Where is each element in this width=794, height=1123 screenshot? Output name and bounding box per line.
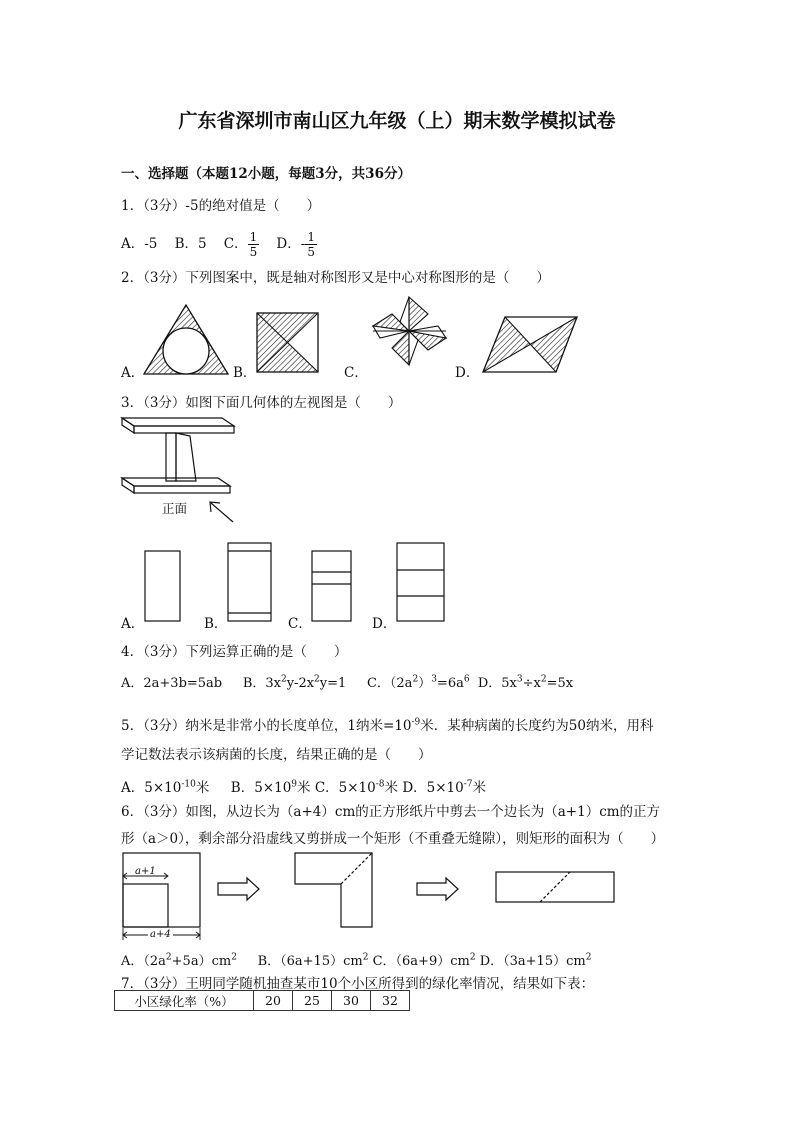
question-5-stem-line1: 5．（3分）纳米是非常小的长度单位，1纳米$=10^{-9}$米．某种病菌的长度约为50纳米，用科 (121, 717, 654, 734)
question-4-stem: 4．（3分）下列运算正确的是（ ） (121, 644, 348, 660)
q6-label-a-plus-4: a+4 (150, 929, 171, 940)
front-view-label: 正面 (162, 501, 188, 516)
q2-figure-c (373, 297, 446, 365)
question-5-stem-line2: 学记数法表示该病菌的长度，结果正确的是（ ） (121, 747, 432, 763)
question-3-stem: 3．（3分）如图下面几何体的左视图是（ ） (121, 395, 402, 411)
q3-option-b-figure (228, 543, 271, 621)
q4-option-a: A．2a+3b=5ab (121, 676, 223, 691)
q4-option-d: D．$5x^3\div x^2=5x$ (477, 674, 574, 691)
greening-rate-table (114, 990, 410, 1011)
q6-arrow-2 (417, 878, 458, 900)
question-4-options (121, 672, 573, 691)
q4-option-c: C．$(2a^2)^3=6a^6$ (366, 674, 470, 691)
q6-rectangle-figure (496, 872, 614, 902)
section-header: 一、选择题（本题12小题，每题3分，共36分） (121, 166, 411, 182)
q2-label-b: B． (233, 365, 257, 381)
q3-label-a: A． (121, 616, 145, 632)
q2-figure-a (144, 305, 228, 374)
table-cell: 25 (293, 991, 332, 1011)
q5-option-a: A．$5\times 10^{-10}$米 (121, 779, 210, 796)
q4-option-b: B．$3x^2y-2x^2y=1$ (242, 674, 347, 691)
q2-figure-d (483, 317, 577, 372)
question-1-stem: 1．（3分）-5的绝对值是（ ） (121, 198, 321, 214)
q1-option-c: C． $\frac{1}{5}$ (223, 230, 258, 259)
q6-option-a: A．$(2a^2+5a)cm^2$ (121, 952, 237, 969)
q1-option-b: B．5 (174, 236, 207, 252)
q3-option-d-figure (397, 543, 444, 621)
q2-label-d: D． (455, 365, 480, 381)
table-header-cell: 小区绿化率（%） (115, 991, 254, 1011)
q1-option-a: A．-5 (121, 236, 158, 252)
question-6-options (121, 950, 591, 969)
table-cell: 30 (332, 991, 371, 1011)
q5-option-c: C．$5\times 10^{-8}$米 (314, 779, 399, 796)
question-5-options (121, 776, 486, 796)
q2-figure-b (257, 313, 318, 372)
q6-option-d: D．$(3a+15)cm^2$ (479, 952, 592, 969)
q5-option-b: B．$5\times 10^9$米 (230, 779, 311, 796)
q3-label-d: D． (372, 616, 397, 632)
question-6-stem-line1: 6．（3分）如图，从边长为（a+4）cm的正方形纸片中剪去一个边长为（a+1）cm的正方 (121, 804, 661, 820)
q3-view-arrow (210, 502, 233, 522)
q6-arrow-1 (218, 878, 259, 900)
q5-option-d: D．$5\times 10^{-7}$米 (402, 779, 487, 796)
question-7-stem: 7．（3分）王明同学随机抽查某市10个小区所得到的绿化率情况，结果如下表： (121, 976, 595, 992)
table-row (115, 991, 410, 1011)
page-title: 广东省深圳市南山区九年级（上）期末数学模拟试卷 (178, 110, 616, 132)
q6-option-c: C．$(6a+9)cm^2$ (372, 952, 476, 969)
q3-option-a-figure (145, 551, 180, 621)
q6-l-shape-figure (295, 853, 372, 927)
q3-solid-figure (122, 418, 234, 493)
question-6-stem-line2: 形（a＞0），剩余部分沿虚线又剪拼成一个矩形（不重叠无缝隙），则矩形的面积为（ ） (121, 831, 665, 847)
q3-label-b: B． (204, 616, 228, 632)
q3-option-c-figure (312, 551, 351, 621)
table-cell: 32 (371, 991, 410, 1011)
question-2-stem: 2．（3分）下列图案中，既是轴对称图形又是中心对称图形的是（ ） (121, 270, 550, 286)
q6-label-a-plus-1: a+1 (135, 866, 156, 877)
q2-label-c: C． (344, 365, 368, 381)
q6-option-b: B．$(6a+15)cm^2$ (257, 952, 369, 969)
q3-label-c: C． (288, 616, 312, 632)
table-cell: 20 (254, 991, 293, 1011)
q2-label-a: A． (121, 365, 145, 381)
q1-option-d: D．- $\frac{1}{5}$ (276, 230, 315, 259)
